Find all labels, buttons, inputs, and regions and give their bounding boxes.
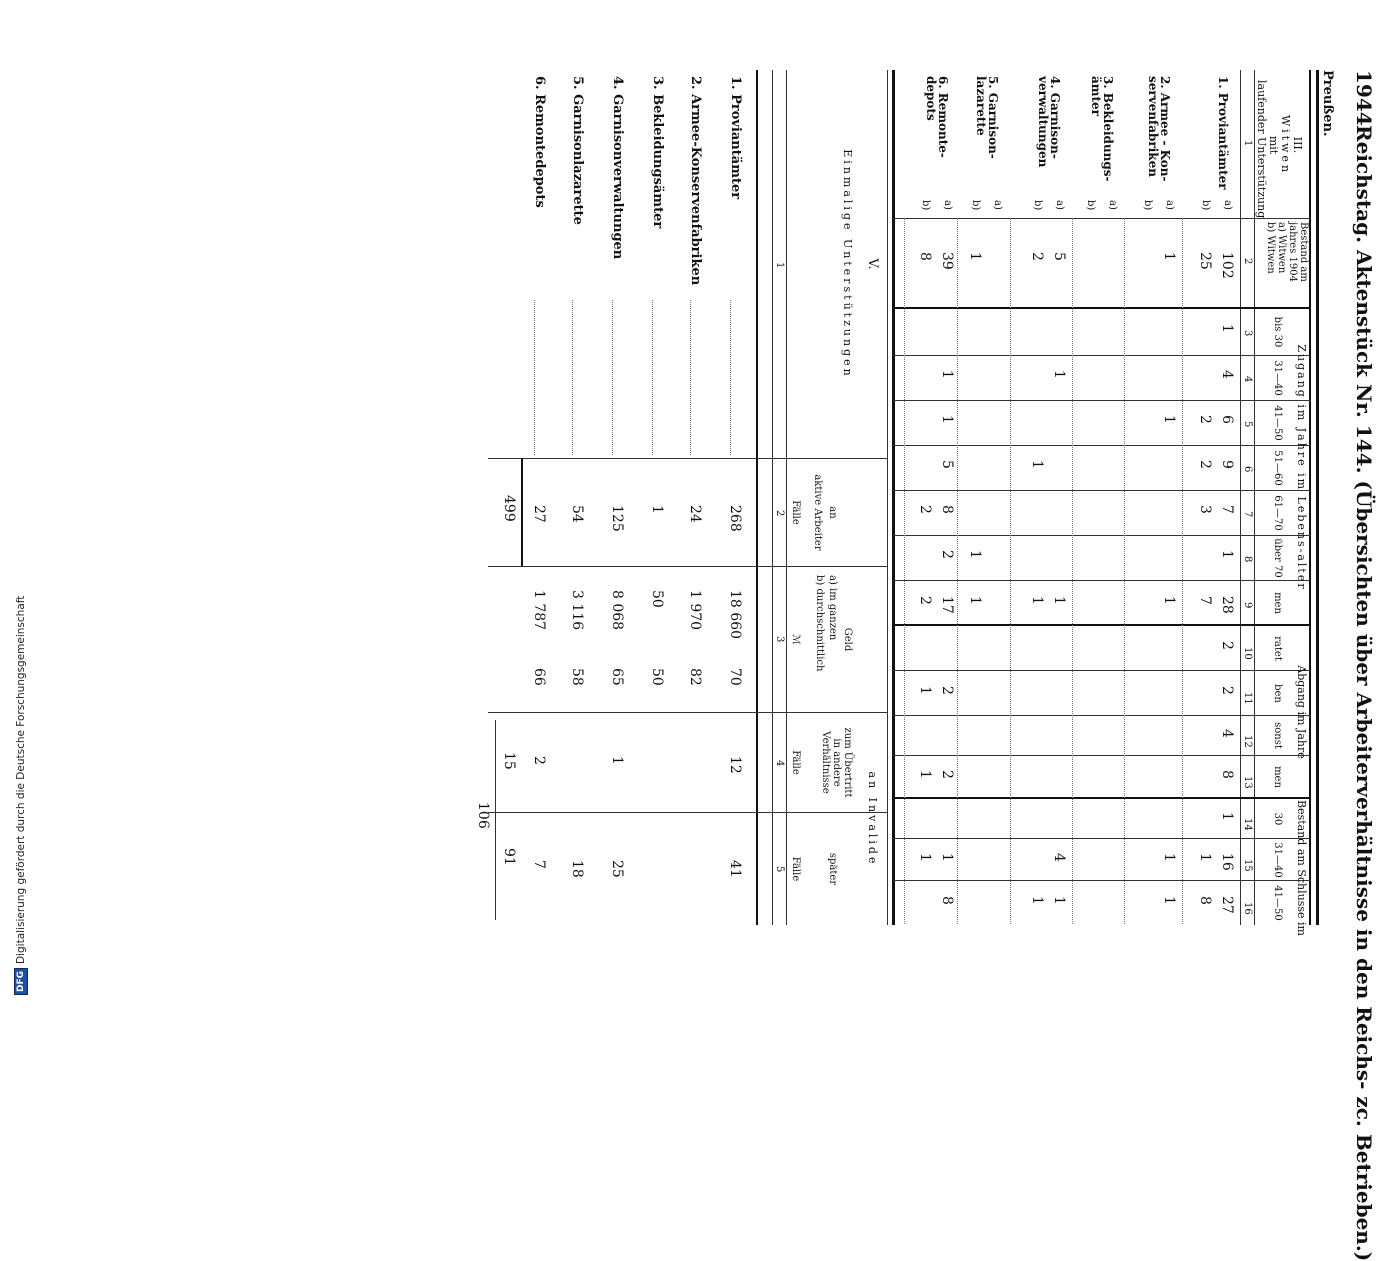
t5-cell-faelle: 27 — [531, 505, 547, 523]
t3-bestand-col-2: 31—40 — [1272, 842, 1283, 878]
header-rule — [1316, 70, 1319, 925]
t3-cell: 2 — [939, 550, 955, 559]
t3-cell: 2 — [1197, 460, 1213, 469]
t5-cell-a: 1 787 — [531, 590, 547, 631]
t3-cell: 25 — [1197, 252, 1213, 270]
t3-cell: 1 — [1161, 896, 1177, 905]
t3-cell: 5 — [939, 460, 955, 469]
t3-row-guide — [1072, 218, 1073, 924]
t5-cell-spaeter: 25 — [609, 860, 625, 878]
t3-bestand-col-3: 41—50 — [1272, 885, 1283, 921]
t3-cell: 28 — [1219, 596, 1235, 614]
t3-cell: 7 — [1219, 505, 1235, 514]
t3-column-number: 12 — [1242, 735, 1253, 748]
t5-body-rule — [756, 70, 758, 925]
t5-cell-b: 66 — [531, 668, 547, 686]
t3-cell: 102 — [1219, 252, 1235, 279]
t5-leader-dots — [690, 300, 691, 455]
page-title: Reichstag. Aktenstück Nr. 144. (Übersichten über Arbeiterverhältnisse in den Reichs- zc. Betrieben.) — [1352, 125, 1376, 1261]
t5-column-number: 1 — [774, 262, 785, 269]
t3-column-number: 3 — [1242, 330, 1253, 337]
t5-cell-faelle: 24 — [687, 505, 703, 523]
t3-cell: 1 — [917, 770, 933, 779]
t5-row-label: 2. Armee-Konservenfabriken — [688, 76, 703, 286]
t3-zc6a: über — [1272, 538, 1283, 562]
t3-column-number: 14 — [1242, 818, 1253, 831]
t3-rowhdr-2: laufender Unterstützung — [1255, 80, 1268, 219]
t3-cell: 17 — [939, 596, 955, 614]
t5-col4-h2: Verhältnisse — [820, 731, 831, 794]
t3-row-label: 5. Garnison-lazarette — [974, 76, 1000, 159]
t5-leader-dots — [612, 300, 613, 455]
t3-cell: 1 — [917, 686, 933, 695]
t5-leader-dots — [730, 300, 731, 455]
t3-cell: 1 — [1197, 853, 1213, 862]
t3-row-guide — [1010, 218, 1011, 924]
t3-div-4 — [893, 400, 1311, 401]
t3-column-number: 13 — [1242, 776, 1253, 789]
t3-cell: 1 — [967, 252, 983, 261]
t3-abgang-col-4: men — [1272, 766, 1283, 788]
t3-rowhdr-0: Witwen — [1279, 114, 1292, 176]
t5-cell-b: 58 — [569, 668, 585, 686]
t5-row-label: 3. Bekleidungsämter — [650, 76, 665, 229]
t5-invalide-group: an Invalide — [866, 771, 879, 867]
t3-zc7: men — [1272, 592, 1283, 614]
t3-cell: 1 — [917, 853, 933, 862]
t5-col3-h3: ℳ — [790, 634, 801, 645]
t5-col3-h1: a) im ganzen — [827, 575, 838, 641]
t3-cell: 6 — [1219, 415, 1235, 424]
t3-div-5 — [893, 445, 1311, 446]
t3-zugang-col-1 — [1272, 312, 1283, 352]
t3-ab-label: a) — [942, 200, 953, 210]
t5-grand-total: 106 — [475, 802, 491, 829]
t3-cell: 8 — [917, 252, 933, 261]
t5-column-number: 5 — [774, 866, 785, 873]
t5-total-faelle: 499 — [501, 495, 517, 522]
t3-zugang-group: Zugang im Jahre im Lebens-alter — [1295, 344, 1308, 591]
t3-section: III. — [1291, 136, 1304, 154]
t5-cell-spaeter: 18 — [569, 860, 585, 878]
t3-cell: 2 — [1219, 641, 1235, 650]
t3-row-label: 6. Remonte-depots — [924, 76, 950, 158]
t5-top-rule — [887, 70, 888, 925]
t5-cell-b: 82 — [687, 668, 703, 686]
t3-abgang-col-3: sonst — [1272, 722, 1283, 749]
t3-div-2 — [893, 307, 1311, 309]
t3-row-label: 2. Armee - Kon-servenfabriken — [1146, 76, 1172, 182]
t3-cell: 2 — [1219, 686, 1235, 695]
t5-cell-a: 50 — [649, 590, 665, 608]
t3-col2-h4: a) Witwen — [1276, 222, 1287, 274]
t3-zugang-col-3 — [1272, 402, 1283, 444]
t3-abgang-group: Abgang im Jahre — [1295, 665, 1308, 759]
t5-col3-h2: b) durchschnittlich — [814, 575, 825, 672]
t3-zc5: 61—70 — [1272, 495, 1283, 531]
t5-cell-a: 3 116 — [569, 590, 585, 631]
t3-col2-header — [1265, 222, 1309, 306]
t3-column-number: 2 — [1242, 258, 1253, 265]
t3-ab-label: b) — [920, 200, 931, 211]
t3-ab-label: b) — [1032, 200, 1043, 211]
t3-abgang-col-1: ratet — [1272, 636, 1283, 661]
t3-col2-h0: Bestand am — [1298, 222, 1309, 282]
t3-cell: 4 — [1219, 729, 1235, 738]
dfg-logo: DFG — [14, 968, 28, 995]
t3-cell: 2 — [939, 686, 955, 695]
t5-leader-dots — [652, 300, 653, 455]
t3-col2-h3: jahres 1904 — [1287, 222, 1298, 282]
t3-cell: 2 — [917, 505, 933, 514]
t3-cell: 2 — [939, 770, 955, 779]
t3-cell: 3 — [1197, 505, 1213, 514]
t5-total-uebertritt: 15 — [501, 752, 517, 770]
t3-cell: 4 — [1051, 853, 1067, 862]
t3-rowhdr-1: mit — [1267, 135, 1280, 155]
t5-col3-h0: Geld — [842, 627, 853, 652]
t3-column-number: 10 — [1242, 647, 1253, 660]
t5-row-label: 5. Garnisonlazarette — [570, 76, 585, 225]
t3-abgang-col-2: ben — [1272, 684, 1283, 703]
t3-column-number: 16 — [1242, 902, 1253, 915]
t3-row-guide — [957, 218, 958, 924]
t3-column-number: 7 — [1242, 511, 1253, 518]
t3-cell: 1 — [1219, 550, 1235, 559]
t3-div-15 — [893, 880, 1311, 881]
t5-total-rule-1 — [521, 458, 523, 566]
t5-leader-dots — [572, 300, 573, 455]
t3-cell: 8 — [939, 896, 955, 905]
t5-cell-b: 65 — [609, 668, 625, 686]
t3-cell: 2 — [917, 596, 933, 605]
t3-cell: 8 — [1219, 770, 1235, 779]
t5-colnum-rule-bottom — [772, 70, 773, 925]
t5-div-2 — [488, 566, 888, 567]
t3-zc4: 51—60 — [1272, 450, 1283, 486]
t3-cell: 8 — [939, 505, 955, 514]
t3-ab-label: b) — [1142, 200, 1153, 211]
t3-row-label: 4. Garnison-verwaltungen — [1036, 76, 1062, 168]
t3-div-11 — [893, 715, 1311, 716]
t5-total-brace — [495, 720, 496, 920]
t3-cell: 1 — [1051, 596, 1067, 605]
t5-row-label: 4. Garnisonverwaltungen — [610, 76, 625, 260]
t3-zugang-col-6 — [1272, 537, 1283, 579]
t5-cell-spaeter: 7 — [531, 860, 547, 869]
t5-cell-faelle: 54 — [569, 505, 585, 523]
t3-zc6b: 70 — [1272, 565, 1283, 578]
state-label: Preußen. — [1320, 70, 1335, 137]
t5-row-label: 1. Proviantämter — [728, 76, 743, 200]
t5-section: V. — [865, 258, 880, 270]
t5-cell-a: 8 068 — [609, 590, 625, 631]
t3-cell: 1 — [1029, 460, 1045, 469]
t5-col5-h1: Fälle — [790, 856, 801, 882]
t5-total-spaeter: 91 — [501, 848, 517, 866]
t5-cell-faelle: 125 — [609, 505, 625, 532]
t3-cell: 5 — [1051, 252, 1067, 261]
t3-div-3 — [893, 355, 1311, 356]
t3-cell: 1 — [1051, 370, 1067, 379]
t3-row-guide — [1182, 218, 1183, 924]
t3-div-14 — [893, 838, 1311, 839]
t5-cell-uebertritt: 1 — [609, 756, 625, 765]
t5-cell-faelle: 1 — [649, 505, 665, 514]
t3-div-9 — [893, 624, 1311, 626]
t3-zugang-col-2 — [1272, 357, 1283, 399]
footer-text: Digitalisierung gefördert durch die Deutsche Forschungsgemeinschaft — [15, 595, 27, 964]
t5-cell-uebertritt: 2 — [531, 756, 547, 765]
t3-column-number: 11 — [1242, 692, 1253, 705]
t3-cell: 1 — [939, 853, 955, 862]
t3-ab-label: b) — [1085, 200, 1096, 211]
t5-cell-b: 70 — [727, 668, 743, 686]
t3-row-guide — [904, 218, 905, 924]
t3-ab-label: a) — [1222, 200, 1233, 210]
t3-cell: 7 — [1197, 596, 1213, 605]
t3-div-12 — [893, 755, 1311, 756]
t3-column-number: 5 — [1242, 421, 1253, 428]
t3-row-label: 3. Bekleidungs-ämter — [1089, 76, 1115, 182]
t3-cell: 1 — [1219, 812, 1235, 821]
t3-cell: 1 — [967, 550, 983, 559]
t3-ab-label: a) — [1164, 200, 1175, 210]
t3-row-label: 1. Proviantämter — [1216, 76, 1230, 190]
t5-row-label: 6. Remontedepots — [532, 76, 547, 208]
t5-cell-a: 1 970 — [687, 590, 703, 631]
t3-cell: 4 — [1219, 370, 1235, 379]
t5-col4-h3: Fälle — [790, 750, 801, 775]
t3-div-7 — [893, 535, 1311, 536]
t3-cell: 1 — [1051, 896, 1067, 905]
t3-div-8 — [893, 580, 1311, 581]
t3-zugang-col-5 — [1272, 492, 1283, 534]
t5-leader-dots — [534, 300, 535, 455]
t5-div-4 — [488, 812, 888, 813]
t5-col4-h0: zum Übertritt — [842, 727, 853, 798]
t3-cell: 8 — [1197, 896, 1213, 905]
t3-ab-label: a) — [1107, 200, 1118, 210]
t3-column-number: 9 — [1242, 602, 1253, 609]
t3-column-number: 1 — [1242, 140, 1253, 147]
t5-col5-h0: später — [827, 852, 838, 886]
t3-bestand-col-1: 30 — [1272, 812, 1283, 826]
t3-cell: 1 — [939, 415, 955, 424]
t3-bestand-group: Bestand am Schlusse im — [1295, 800, 1308, 936]
t3-cell: 2 — [1029, 252, 1045, 261]
t5-col2-h0: an — [827, 506, 838, 519]
t3-cell: 39 — [939, 252, 955, 270]
t3-zugang-col-7 — [1272, 582, 1283, 624]
t3-column-number: 15 — [1242, 859, 1253, 872]
t3-zc1b: 30 — [1272, 334, 1283, 348]
t3-cell: 1 — [1161, 596, 1177, 605]
t5-column-number: 4 — [774, 760, 785, 767]
t5-column-number: 3 — [774, 636, 785, 643]
t3-cell: 1 — [939, 370, 955, 379]
t3-ab-label: a) — [1054, 200, 1065, 210]
page-number: 1944 — [1352, 70, 1376, 126]
t5-cell-faelle: 268 — [727, 505, 743, 532]
t3-col2-h7: b) Witwen — [1265, 222, 1276, 274]
t3-zugang-col-4 — [1272, 447, 1283, 489]
t3-div-1 — [893, 218, 1311, 219]
t3-ab-label: b) — [970, 200, 981, 211]
t3-column-number: 8 — [1242, 556, 1253, 563]
t3-column-number: 6 — [1242, 466, 1253, 473]
t3-ab-label: a) — [992, 200, 1003, 210]
t5-colnum-rule-top — [786, 70, 787, 925]
t3-cell: 27 — [1219, 896, 1235, 914]
t5-col2-h2: Fälle — [790, 500, 801, 525]
t5-cell-spaeter: 41 — [727, 860, 743, 878]
t5-column-number: 2 — [774, 510, 785, 517]
t3-cell: 2 — [1197, 415, 1213, 424]
t5-div-3 — [488, 712, 888, 713]
t3-cell: 1 — [1161, 415, 1177, 424]
t3-column-number: 4 — [1242, 376, 1253, 383]
t3-cell: 1 — [1029, 896, 1045, 905]
t5-cell-uebertritt: 12 — [727, 756, 743, 774]
t3-cell: 1 — [1161, 252, 1177, 261]
t3-cell: 1 — [967, 596, 983, 605]
t5-div-1 — [488, 458, 888, 459]
t5-col2-h1: aktive Arbeiter — [812, 474, 823, 551]
t3-div-10 — [893, 670, 1311, 671]
t3-cell: 1 — [1161, 853, 1177, 862]
t3-cell: 9 — [1219, 460, 1235, 469]
t5-cell-a: 18 660 — [727, 590, 743, 639]
t5-title: Einmalige Unterstützungen — [841, 149, 854, 379]
t3-zc1a: bis — [1272, 316, 1283, 332]
t5-cell-b: 50 — [649, 668, 665, 686]
t3-row-guide — [1124, 218, 1125, 924]
t3-ab-label: b) — [1200, 200, 1211, 211]
t3-div-13 — [893, 797, 1311, 799]
t3-div-6 — [893, 490, 1311, 491]
t5-col4-h1: in andere — [831, 738, 842, 787]
t3-cell: 16 — [1219, 853, 1235, 871]
t3-zc3: 41—50 — [1272, 405, 1283, 441]
t3-cell: 1 — [1029, 596, 1045, 605]
t3-cell: 1 — [1219, 324, 1235, 333]
t3-zc2: 31—40 — [1272, 360, 1283, 396]
